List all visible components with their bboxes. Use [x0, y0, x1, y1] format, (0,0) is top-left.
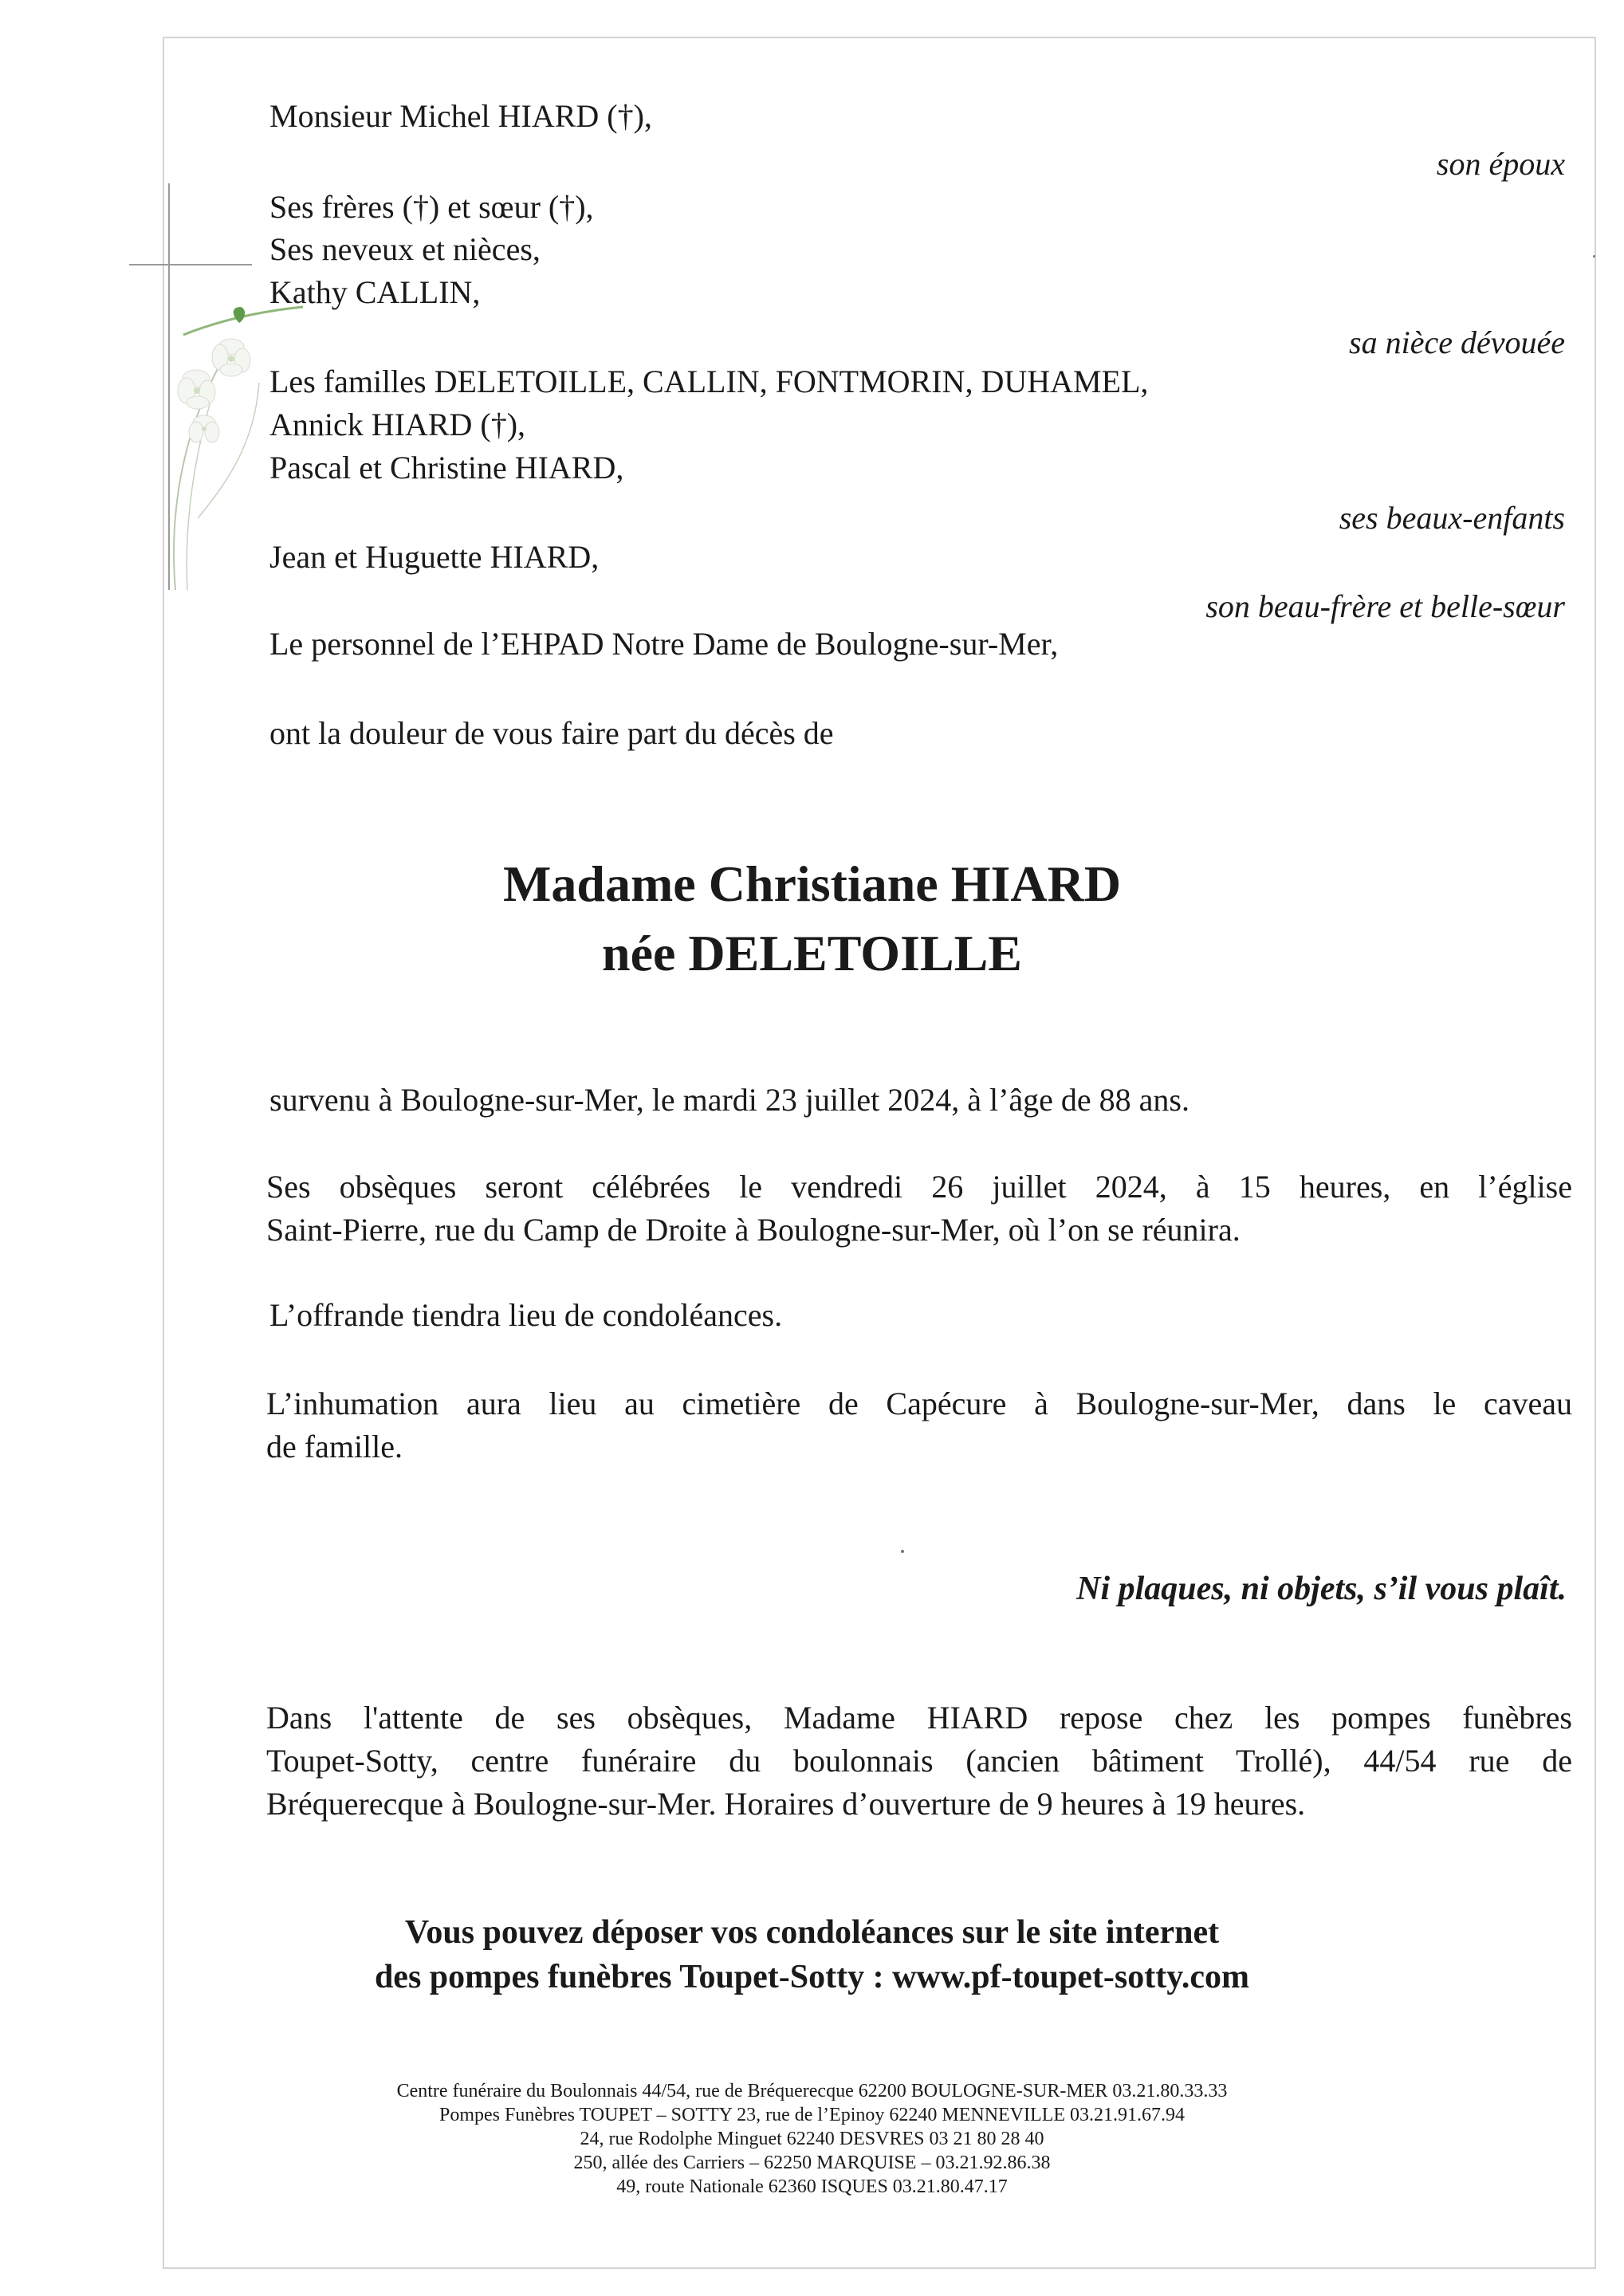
rest-place-line-3: Bréquerecque à Boulogne-sur-Mer. Horaires d’ouverture de 9 heures à 19 heures. — [266, 1786, 1306, 1822]
rest-place-line-2: Toupet-Sotty, centre funéraire du boulonnais (ancien bâtiment Trollé), 44/54 rue de — [266, 1743, 1572, 1779]
footer-addresses — [0, 2079, 1624, 2199]
husband-relation: son époux — [1436, 146, 1565, 182]
death-line: survenu à Boulogne-sur-Mer, le mardi 23 juillet 2024, à l’âge de 88 ans. — [269, 1082, 1189, 1118]
offering-line: L’offrande tiendra lieu de condoléances. — [269, 1297, 783, 1333]
burial-paragraph — [266, 1382, 1572, 1468]
deceased-name: Madame Christiane HIARD — [502, 855, 1122, 912]
footer-line: Pompes Funèbres TOUPET – SOTTY 23, rue de l’Epinoy 62240 MENNEVILLE 03.21.91.67.94 — [438, 2105, 1186, 2125]
niece-relation: sa nièce dévouée — [1349, 324, 1565, 360]
announcement-line: ont la douleur de vous faire part du décès de — [269, 715, 834, 751]
staff-line: Le personnel de l’EHPAD Notre Dame de Boulogne-sur-Mer, — [269, 626, 1059, 662]
niece-name: Kathy CALLIN, — [269, 274, 481, 310]
siblings-line: Ses frères (†) et sœur (†), — [269, 189, 594, 225]
rest-place-line-1: Dans l'attente de ses obsèques, Madame HIARD repose chez les pompes funèbres — [266, 1700, 1572, 1736]
deceased-maiden-name: née DELETOILLE — [602, 925, 1022, 981]
nephews-line: Ses neveux et nièces, — [269, 231, 541, 267]
no-plaques-notice: Ni plaques, ni objets, s’il vous plaît. — [1076, 1571, 1567, 1607]
funeral-line-1: Ses obsèques seront célébrées le vendredi 26 juillet 2024, à 15 heures, en l’église — [266, 1169, 1572, 1205]
in-laws-relation: son beau-frère et belle-sœur — [1205, 588, 1565, 624]
footer-line: 250, allée des Carriers – 62250 MARQUISE – 03.21.92.86.38 — [573, 2152, 1051, 2173]
footer-line: 49, route Nationale 62360 ISQUES 03.21.80.47.17 — [616, 2176, 1008, 2197]
footer-line: 24, rue Rodolphe Minguet 62240 DESVRES 03 21 80 28 40 — [580, 2129, 1044, 2149]
footer-line: Centre funéraire du Boulonnais 44/54, rue de Bréquerecque 62200 BOULOGNE-SUR-MER 03.21.80.33.33 — [396, 2081, 1228, 2101]
husband-name: Monsieur Michel HIARD (†), — [269, 98, 652, 134]
stepchildren-name: Pascal et Christine HIARD, — [269, 450, 624, 486]
stepchildren-relation: ses beaux-enfants — [1339, 500, 1565, 536]
burial-line-1: L’inhumation aura lieu au cimetière de Capécure à Boulogne-sur-Mer, dans le caveau — [266, 1386, 1572, 1421]
funeral-line-2: Saint-Pierre, rue du Camp de Droite à Boulogne-sur-Mer, où l’on se réunira. — [266, 1212, 1241, 1248]
families-line: Les familles DELETOILLE, CALLIN, FONTMORIN, DUHAMEL, — [269, 364, 1149, 399]
scan-speck — [1593, 255, 1595, 258]
burial-line-2: de famille. — [266, 1429, 403, 1464]
rest-place-paragraph — [266, 1696, 1572, 1826]
condolences-line-2: des pompes funèbres Toupet-Sotty : www.pf-toupet-sotty.com — [374, 1959, 1250, 1995]
funeral-paragraph — [266, 1166, 1572, 1252]
condolences-line-1: Vous pouvez déposer vos condoléances sur le site internet — [404, 1914, 1220, 1951]
in-laws-name: Jean et Huguette HIARD, — [269, 539, 600, 575]
annick-line: Annick HIARD (†), — [269, 407, 526, 442]
scan-speck — [901, 1550, 904, 1553]
